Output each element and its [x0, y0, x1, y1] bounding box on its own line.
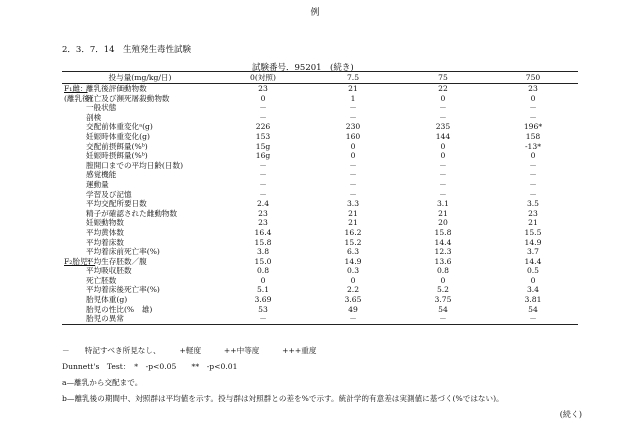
cell-value: 15.0 — [254, 256, 272, 266]
cell-value: － — [349, 112, 357, 122]
cell-value: 3.65 — [344, 295, 362, 305]
cell-value: － — [439, 179, 447, 189]
table-row — [62, 295, 578, 305]
table-row — [62, 103, 578, 113]
cell-value: 158 — [525, 131, 541, 141]
cell-value: 2.2 — [346, 285, 360, 295]
group-label: F₂胎児： — [64, 256, 96, 266]
cell-value: 5.1 — [256, 285, 270, 295]
cell-value: -13* — [524, 141, 541, 151]
cell-value: － — [439, 103, 447, 113]
parameter-name: 平均黄体数 — [86, 227, 124, 237]
cell-value: 3.75 — [434, 295, 452, 305]
group-label — [62, 161, 84, 171]
cell-value: － — [259, 170, 267, 180]
parameter-name: 胎児体重(g) — [86, 295, 128, 305]
cell-value: 21 — [348, 218, 358, 228]
cell-value: － — [398, 314, 488, 324]
cell-value: 54 — [528, 304, 538, 314]
parameter-name: 平均交配所要日数 — [86, 199, 147, 209]
cell-value: 14.4 — [524, 256, 542, 266]
parameter-name: 膣開口までの平均日齢(日数) — [86, 160, 184, 170]
cell-value: － — [529, 112, 537, 122]
cell-value: 6.3 — [346, 247, 360, 257]
cell-value: 0.8 — [256, 266, 270, 276]
section-heading: 2．3．7．14 生殖発生毒性試験 — [62, 45, 192, 55]
cell-value: － — [259, 103, 267, 113]
header-dose: 投与量(mg/kg/日) — [62, 72, 218, 84]
parameter-name: 胎児の性比(% 雄) — [86, 304, 153, 314]
parameter-name: 胎児の異常 — [84, 314, 218, 324]
cell-value: 53 — [258, 304, 268, 314]
cell-value: 0 — [530, 93, 536, 103]
cell-value: － — [529, 170, 537, 180]
group-label: (離乳後) — [64, 93, 93, 103]
cell-value: － — [439, 112, 447, 122]
table-row — [62, 132, 578, 142]
parameter-name: 一般状態 — [86, 103, 117, 113]
cell-value: 226 — [255, 122, 271, 132]
cell-value: 21 — [348, 84, 358, 93]
cell-value: 0.5 — [526, 266, 540, 276]
cell-value: 54 — [438, 304, 448, 314]
cell-value: 23 — [528, 84, 538, 93]
cell-value: 21 — [438, 208, 448, 218]
cell-value: 23 — [258, 218, 268, 228]
footnote-a: a—離乳から交配まで。 — [62, 378, 143, 387]
cell-value: 0 — [260, 275, 266, 285]
parameter-name: 感覚機能 — [86, 170, 117, 180]
group-label — [62, 113, 84, 123]
cell-value: 0.8 — [436, 266, 450, 276]
cell-value: 23 — [258, 208, 268, 218]
cell-value: 3.81 — [524, 295, 542, 305]
cell-value: 235 — [435, 122, 451, 132]
cell-value: 15.8 — [434, 227, 452, 237]
cell-value: － — [439, 189, 447, 199]
cell-value: 23 — [258, 84, 268, 93]
cell-value: 0 — [350, 151, 356, 161]
cell-value: 0 — [530, 275, 536, 285]
table-row — [62, 151, 578, 161]
cell-value: 3.69 — [254, 295, 272, 305]
cell-value: 16g — [255, 151, 271, 161]
cell-value: 21 — [348, 208, 358, 218]
table-row — [62, 285, 578, 295]
cell-value: － — [349, 160, 357, 170]
cell-value: － — [349, 189, 357, 199]
cell-value: 2.4 — [256, 199, 270, 209]
table-row — [62, 142, 578, 152]
parameter-name: 妊娠時体重変化(g) — [86, 131, 150, 141]
group-label — [62, 228, 84, 238]
parameter-name: 死亡胚数 — [86, 275, 117, 285]
table-row — [62, 94, 578, 104]
group-label: F₁雌： — [64, 84, 88, 93]
group-label — [62, 247, 84, 257]
cell-value: 0 — [260, 93, 266, 103]
cell-value: 14.4 — [434, 237, 452, 247]
parameter-name: 平均着床後死亡率(%) — [86, 285, 160, 295]
parameter-name: 交配前体重変化ᵃ(g) — [86, 122, 153, 132]
cell-value: 153 — [255, 131, 271, 141]
cell-value: 0 — [530, 151, 536, 161]
parameter-name: 学習及び記憶 — [86, 189, 132, 199]
cell-value: － — [439, 160, 447, 170]
cell-value: 0 — [440, 93, 446, 103]
parameter-name: 運動量 — [86, 179, 109, 189]
parameter-name: 妊娠時摂餌量(%ᵇ) — [86, 151, 148, 161]
results-table — [62, 71, 578, 325]
table-header-row — [62, 72, 578, 84]
cell-value: 0 — [440, 151, 446, 161]
parameter-name: 平均吸収胚数 — [86, 266, 132, 276]
group-label — [62, 170, 84, 180]
parameter-name: 剖検 — [86, 112, 102, 122]
table-row — [62, 266, 578, 276]
cell-value: 160 — [345, 131, 361, 141]
table-row — [62, 84, 578, 94]
cell-value: 23 — [528, 208, 538, 218]
group-label — [62, 151, 84, 161]
cell-value: － — [529, 103, 537, 113]
group-label — [62, 132, 84, 142]
parameter-name: 平均生存胚数／腹 — [86, 256, 147, 266]
legend-severity: － 特記すべき所見なし、 +軽度 ++中等度 +++重度 — [62, 346, 317, 355]
parameter-name: 妊娠動物数 — [86, 218, 124, 228]
cell-value: － — [349, 179, 357, 189]
cell-value: － — [218, 314, 308, 324]
group-label — [62, 285, 84, 295]
header-dose-low: 7.5 — [308, 72, 398, 84]
cell-value: － — [529, 160, 537, 170]
cell-value: 3.1 — [436, 199, 450, 209]
cell-value: － — [259, 189, 267, 199]
parameter-name: 交配前摂餌量(%ᵇ) — [86, 141, 148, 151]
table-row — [62, 122, 578, 132]
cell-value: － — [259, 112, 267, 122]
continued-label: (続く) — [559, 410, 582, 419]
parameter-name: 平均着床前死亡率(%) — [86, 247, 160, 257]
cell-value: 16.2 — [344, 227, 362, 237]
group-label — [62, 305, 84, 315]
table-row — [62, 170, 578, 180]
table-row — [62, 199, 578, 209]
group-label — [62, 314, 84, 324]
table-row — [62, 161, 578, 171]
table-row — [62, 218, 578, 228]
group-label — [62, 190, 84, 200]
cell-value: － — [439, 170, 447, 180]
cell-value: 15.8 — [254, 237, 272, 247]
cell-value: 3.7 — [526, 247, 540, 257]
cell-value: 230 — [345, 122, 361, 132]
cell-value: － — [488, 314, 578, 324]
group-label — [62, 180, 84, 190]
table-row — [62, 113, 578, 123]
group-label — [62, 295, 84, 305]
cell-value: － — [349, 170, 357, 180]
cell-value: 0 — [440, 275, 446, 285]
cell-value: 14.9 — [344, 256, 362, 266]
cell-value: 15.2 — [344, 237, 362, 247]
header-control: 0(対照) — [218, 72, 308, 84]
header-dose-high: 750 — [488, 72, 578, 84]
parameter-name: 平均着床数 — [86, 237, 124, 247]
cell-value: 15.5 — [524, 227, 542, 237]
group-label — [62, 209, 84, 219]
study-number: 試験番号．95201 (続き) — [252, 63, 354, 73]
cell-value: 49 — [348, 304, 358, 314]
cell-value: 3.4 — [526, 285, 540, 295]
table-row — [62, 247, 578, 257]
cell-value: 13.6 — [434, 256, 452, 266]
cell-value: 16.4 — [254, 227, 272, 237]
cell-value: 144 — [435, 131, 451, 141]
legend-dunnett: Dunnett's Test： * -p<0.05 ** -p<0.01 — [62, 362, 238, 371]
cell-value: 196* — [523, 122, 543, 132]
cell-value: － — [349, 103, 357, 113]
cell-value: － — [529, 179, 537, 189]
footnote-b: b—離乳後の期間中、対照群は平均値を示す。投与群は対照群との差を%で示す。統計学的有意差は実測値に基づく(%ではない)。 — [62, 394, 504, 403]
table-row — [62, 190, 578, 200]
group-label — [62, 122, 84, 132]
cell-value: 0 — [440, 141, 446, 151]
cell-value: 0 — [350, 141, 356, 151]
cell-value: 12.3 — [434, 247, 452, 257]
cell-value: 21 — [528, 218, 538, 228]
parameter-name: 精子が確認された雌動物数 — [86, 208, 178, 218]
table-body — [62, 84, 578, 325]
table-row — [62, 314, 578, 324]
table-row — [62, 238, 578, 248]
table-row — [62, 257, 578, 267]
cell-value: 20 — [438, 218, 448, 228]
table-row — [62, 305, 578, 315]
header-dose-mid: 75 — [398, 72, 488, 84]
cell-value: 5.2 — [436, 285, 450, 295]
table-row — [62, 228, 578, 238]
cell-value: 22 — [438, 84, 448, 93]
cell-value: 3.8 — [256, 247, 270, 257]
group-label — [62, 142, 84, 152]
group-label — [62, 266, 84, 276]
cell-value: 0 — [350, 275, 356, 285]
cell-value: － — [259, 179, 267, 189]
group-label — [62, 238, 84, 248]
parameter-name: 死亡及び瀕死屠殺動物数 — [86, 93, 170, 103]
cell-value: － — [529, 189, 537, 199]
table-row — [62, 180, 578, 190]
table-row — [62, 209, 578, 219]
cell-value: 1 — [350, 93, 356, 103]
cell-value: － — [308, 314, 398, 324]
group-label — [62, 199, 84, 209]
cell-value: 3.3 — [346, 199, 360, 209]
cell-value: 0.3 — [346, 266, 360, 276]
cell-value: － — [259, 160, 267, 170]
cell-value: 14.9 — [524, 237, 542, 247]
group-label — [62, 218, 84, 228]
group-label — [62, 276, 84, 286]
parameter-name: 離乳後評価動物数 — [86, 84, 147, 93]
cell-value: 15g — [255, 141, 271, 151]
cell-value: 3.5 — [526, 199, 540, 209]
group-label — [62, 103, 84, 113]
page-title: 例 — [310, 8, 320, 18]
